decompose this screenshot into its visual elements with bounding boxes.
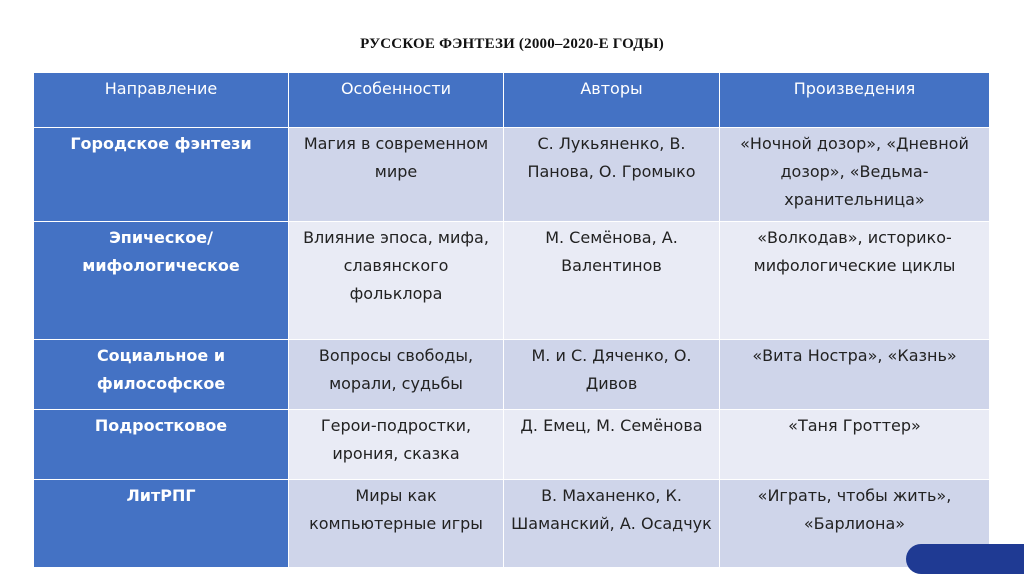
features-cell: Герои-подростки, ирония, сказка [289, 410, 504, 480]
authors-cell: С. Лукьяненко, В. Панова, О. Громыко [504, 128, 720, 222]
table-row [34, 222, 990, 340]
works-cell: «Вита Ностра», «Казнь» [720, 340, 990, 410]
table-row [34, 340, 990, 410]
direction-cell: Подростковое [34, 410, 289, 480]
header-direction: Направление [34, 73, 289, 128]
direction-cell: Эпическое/ мифологическое [34, 222, 289, 340]
authors-cell: М. и С. Дяченко, О. Дивов [504, 340, 720, 410]
features-cell: Миры как компьютерные игры [289, 480, 504, 568]
header-features: Особенности [289, 73, 504, 128]
header-authors: Авторы [504, 73, 720, 128]
works-cell: «Играть, чтобы жить», «Барлиона» [720, 480, 990, 568]
table-row [34, 410, 990, 480]
authors-cell: В. Маханенко, К. Шаманский, А. Осадчук [504, 480, 720, 568]
direction-cell: ЛитРПГ [34, 480, 289, 568]
authors-cell: М. Семёнова, А. Валентинов [504, 222, 720, 340]
table-header-row [34, 73, 990, 128]
authors-cell: Д. Емец, М. Семёнова [504, 410, 720, 480]
corner-badge [906, 544, 1024, 574]
direction-cell: Социальное и философское [34, 340, 289, 410]
works-cell: «Таня Гроттер» [720, 410, 990, 480]
features-cell: Магия в современном мире [289, 128, 504, 222]
table-row [34, 480, 990, 568]
fantasy-table [33, 72, 990, 568]
features-cell: Влияние эпоса, мифа, славянского фольклора [289, 222, 504, 340]
works-cell: «Волкодав», историко-мифологические циклы [720, 222, 990, 340]
works-cell: «Ночной дозор», «Дневной дозор», «Ведьма-хранительница» [720, 128, 990, 222]
table-row [34, 128, 990, 222]
slide-title: РУССКОЕ ФЭНТЕЗИ (2000–2020-Е ГОДЫ) [360, 36, 664, 52]
features-cell: Вопросы свободы, морали, судьбы [289, 340, 504, 410]
direction-cell: Городское фэнтези [34, 128, 289, 222]
header-works: Произведения [720, 73, 990, 128]
